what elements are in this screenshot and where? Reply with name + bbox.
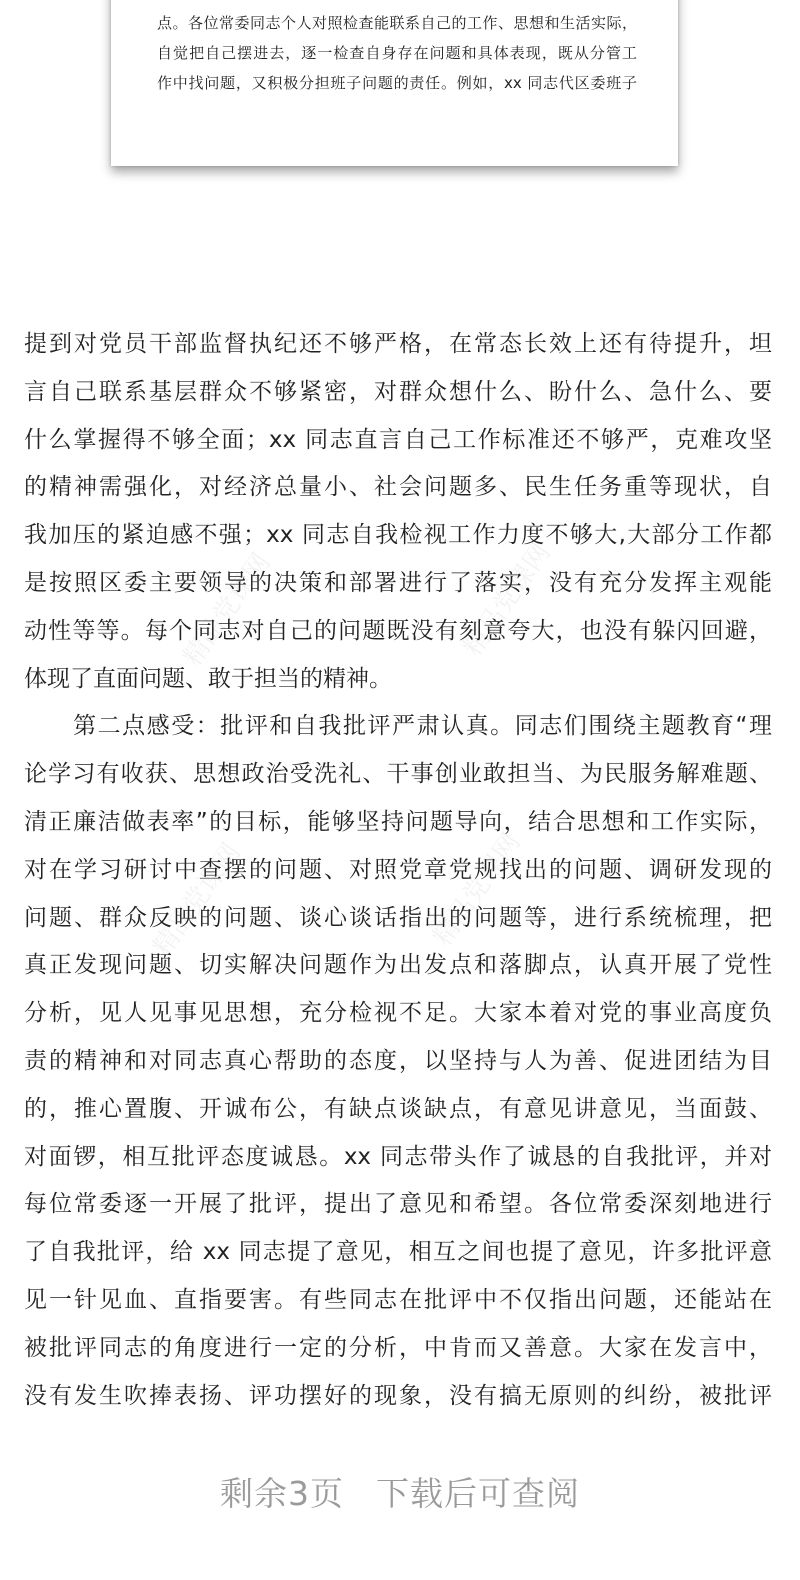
remaining-pages-label: 剩余3页 <box>220 1474 344 1513</box>
text-line: 对在学习研讨中查摆的问题、对照党章党规找出的问题、调研发现的 <box>24 856 772 883</box>
text-line: 真正发现问题、切实解决问题作为出发点和落脚点，认真开展了党性 <box>24 952 772 979</box>
download-label[interactable]: 下载后可查阅 <box>376 1474 580 1513</box>
text-line: 被批评同志的角度进行一定的分析，中肯而又善意。大家在发言中， <box>24 1334 772 1361</box>
document-body <box>24 321 772 1420</box>
watermark: 精品党课网 <box>177 548 277 672</box>
preview-page-card <box>111 0 678 166</box>
text-line: 对面锣，相互批评态度诚恳。xx 同志带头作了诚恳的自我批评，并对 <box>24 1143 772 1170</box>
card-line: 作中找问题，又积极分担班子问题的责任。例如，xx 同志代区委班子 <box>157 74 637 92</box>
text-line: 见一针见血、直指要害。有些同志在批评中不仅指出问题，还能站在 <box>24 1286 772 1313</box>
watermark: 精品党课网 <box>457 538 557 662</box>
text-line: 提到对党员干部监督执纪还不够严格，在常态长效上还有待提升，坦 <box>24 331 772 357</box>
paragraph-1 <box>24 321 772 703</box>
text-line: 第二点感受：批评和自我批评严肃认真。同志们围绕主题教育“理 <box>24 713 772 740</box>
text-line: 的精神需强化，对经济总量小、社会问题多、民生任务重等现状，自 <box>24 474 772 501</box>
text-line: 体现了直面问题、敢于担当的精神。 <box>24 665 392 692</box>
text-line: 什么掌握得不够全面；xx 同志直言自己工作标准还不够严，克难攻坚 <box>24 426 772 453</box>
text-line: 分析，见人见事见思想，充分检视不足。大家本着对党的事业高度负 <box>24 1000 772 1027</box>
watermark: 精品党课网 <box>427 828 527 952</box>
text-line: 每位常委逐一开展了批评，提出了意见和希望。各位常委深刻地进行 <box>24 1191 772 1218</box>
text-line: 了自我批评，给 xx 同志提了意见，相互之间也提了意见，许多批评意 <box>24 1239 772 1266</box>
card-line: 点。各位常委同志个人对照检查能联系自己的工作、思想和生活实际， <box>157 14 637 32</box>
text-line: 问题、群众反映的问题、谈心谈话指出的问题等，进行系统梳理，把 <box>24 904 772 931</box>
text-line: 我加压的紧迫感不强；xx 同志自我检视工作力度不够大,大部分工作都 <box>24 522 772 549</box>
text-line: 的，推心置腹、开诚布公，有缺点谈缺点，有意见讲意见，当面鼓、 <box>24 1095 772 1122</box>
text-line: 言自己联系基层群众不够紧密，对群众想什么、盼什么、急什么、要 <box>24 378 772 405</box>
download-to-read-more-prompt[interactable] <box>0 1468 800 1515</box>
text-line: 责的精神和对同志真心帮助的态度，以坚持与人为善、促进团结为目 <box>24 1047 772 1074</box>
preview-card-text <box>157 8 637 98</box>
watermark: 精品党课网 <box>147 838 247 962</box>
text-line: 是按照区委主要领导的决策和部署进行了落实，没有充分发挥主观能 <box>24 569 772 596</box>
text-line: 论学习有收获、思想政治受洗礼、干事创业敢担当、为民服务解难题、 <box>24 761 772 788</box>
text-line: 动性等等。每个同志对自己的问题既没有刻意夸大，也没有躲闪回避， <box>24 617 772 644</box>
card-line: 自觉把自己摆进去，逐一检查自身存在问题和具体表现，既从分管工 <box>157 44 637 62</box>
text-line: 清正廉洁做表率”的目标，能够坚持问题导向，结合思想和工作实际， <box>24 808 772 835</box>
text-line: 没有发生吹捧表扬、评功摆好的现象，没有搞无原则的纠纷，被批评 <box>24 1382 772 1409</box>
paragraph-2 <box>24 703 772 1420</box>
